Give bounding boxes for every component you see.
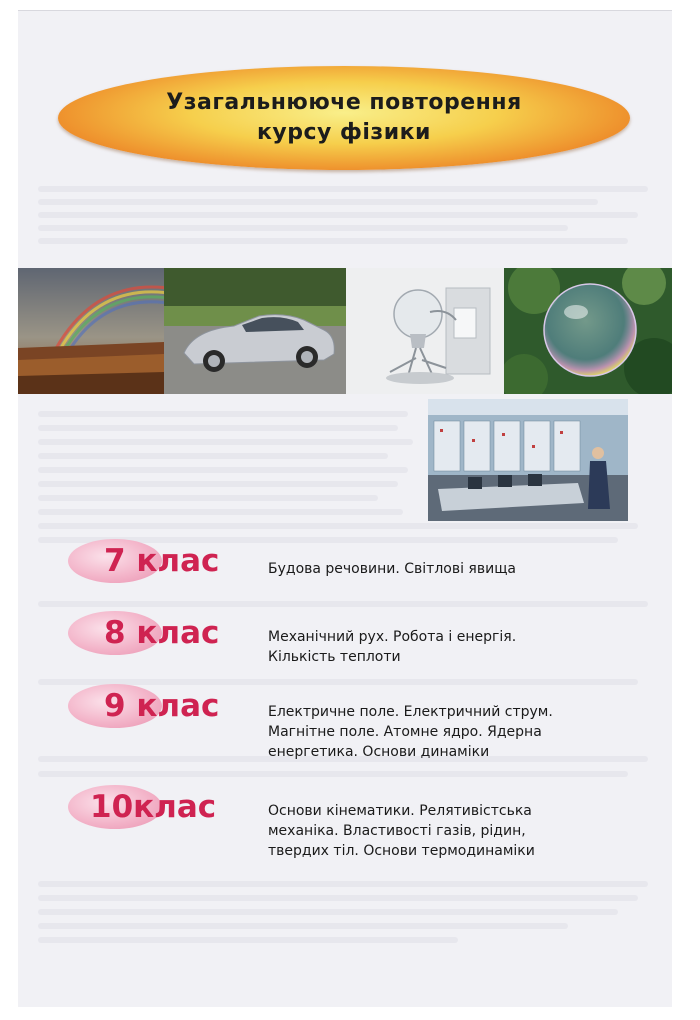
grade-number: 9 [104,688,126,724]
topic-line: Електричне поле. Електричний струм. [268,704,553,720]
topic-line: Механічний рух. Робота і енергія. [268,629,517,645]
grade-word: клас [136,543,220,579]
grade-word: клас [133,789,217,825]
topic-line: Магнітне поле. Атомне ядро. Ядерна [268,724,542,740]
topic-line: твердих тіл. Основи термодинаміки [268,843,535,859]
grade-number: 8 [104,615,126,651]
grade-label [104,611,219,655]
grade-label [90,785,216,829]
grade-topics [268,801,648,861]
topic-line: Основи кінематики. Релятивістська [268,803,532,819]
topic-line: енергетика. Основи динаміки [268,744,490,760]
car-photo [164,268,346,394]
grade-number: 7 [104,543,126,579]
topic-line: механіка. Властивості газів, рідин, [268,823,526,839]
title-line-1: Узагальнююче повторення [166,90,522,115]
grade-topics [268,559,648,579]
book-page [18,10,672,1007]
grade-topics [268,627,648,667]
title-line-2: курсу фізики [257,120,431,145]
grade-word: клас [136,615,220,651]
grade-label [104,684,219,728]
grade-topics [268,702,648,762]
grade-number: 10 [90,789,134,825]
soap-bubble-photo [504,268,672,394]
control-room-photo [428,399,628,521]
grade-word: клас [136,688,220,724]
grade-label [104,539,219,583]
light-bulb-photo [346,268,504,394]
title-banner [58,66,630,170]
rainbow-photo [18,268,164,394]
topic-line: Кількість теплоти [268,649,401,665]
topic-line: Будова речовини. Світлові явища [268,561,516,577]
